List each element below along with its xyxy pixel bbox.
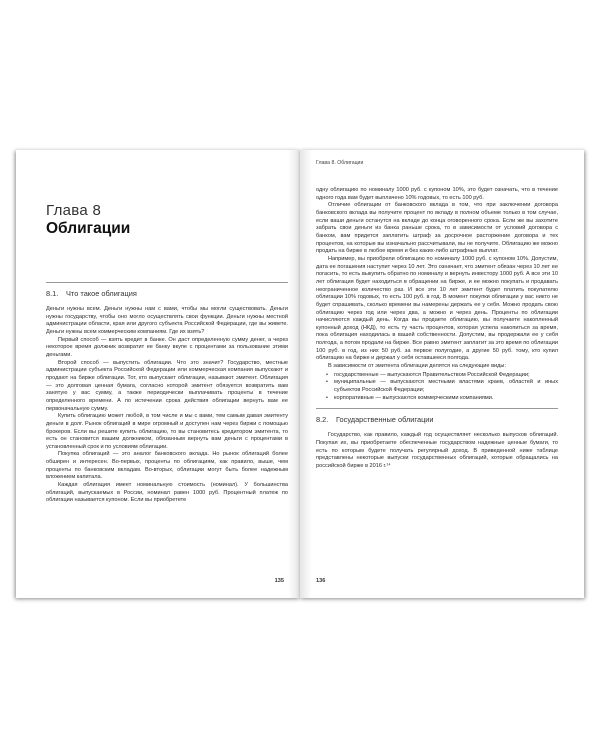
gutter-shadow xyxy=(288,150,300,598)
paragraph: одну облигацию по номиналу 1000 руб. с купоном 10%, это будет означать, что в течение одного года вам будет выплачено 10% годовых, то есть 100 руб. xyxy=(316,187,558,201)
bullet-item: • корпоративные — выпускаются коммерческими компаниями. xyxy=(334,395,558,403)
section-number: 8.1. xyxy=(46,289,59,298)
paragraph: Покупка облигаций — это аналог банковского вклада. Но рынок облигаций более обширен и интересен. Во-первых, проценты по облигациям, как правило, выше, чем проценты по банковским вкладам. Во-вторых, облигации могут быть более надежным вложением капитала. xyxy=(46,451,288,481)
section-heading xyxy=(316,415,558,424)
section-number: 8.2. xyxy=(316,415,329,425)
page-number: 135 xyxy=(274,578,284,584)
right-page xyxy=(300,150,584,598)
paragraph: Деньги нужны всем. Деньги нужны нам с вами, чтобы мы могли существовать. Деньги нужны государству, чтобы оно могло осуществлять свои функции. Деньги нужны местной администрации области, края или другого субъекта Российской Федерации, где вы живете. Деньги нужны всем коммерческим компаниям. Где их взять? xyxy=(46,306,288,335)
section-rule xyxy=(316,408,558,409)
bullet-item: • государственные — выпускаются Правительством Российской Федерации; xyxy=(334,372,558,380)
chapter-number: Глава 8 xyxy=(46,202,102,219)
left-body-text xyxy=(46,306,288,505)
right-body-text xyxy=(316,187,558,371)
chapter-title: Облигации xyxy=(46,220,131,237)
section-heading xyxy=(46,289,288,298)
gutter-shadow xyxy=(300,150,312,598)
paragraph: Государство, как правило, каждый год осуществляет несколько выпусков облигаций. Покупая их, вы приобретаете обеспеченные государством надежные ценные бумаги, то есть по которым будете получать регулярный доход. В приведенной ниже таблице представлены некоторые выпуски государственных облигаций, которые обращались на российской бирже в 2016 г.¹⁴ xyxy=(316,432,558,469)
paragraph: В зависимости от эмитента облигации делятся на следующие виды: xyxy=(328,363,506,370)
section-title: Что такое облигация xyxy=(66,289,137,298)
paragraph: Отличие облигации от банковского вклада в том, что при заключении договора банковского вклада вы получите процент по вкладу в полном объеме только в том случае, если ваши деньги останутся на вкладе до конца оговоренного срока. Если же вы захотите забрать свои деньги из банка раньше срока, то в зависимости от условий договора с банком, вам придется заплатить штраф за досрочное расторжение договора и тех процентов, на которые вы изначально рассчитывали, вы не получите. Облигацию же можно продать на бирже в любое время и без каких-либо штрафных выплат. xyxy=(316,202,558,255)
paragraph: Первый способ — взять кредит в банке. Он даст определенную сумму денег, а через некоторое время должник возвратит ее банку вкупе с процентами за пользование этими деньгами. xyxy=(46,336,288,358)
right-body-text-bottom xyxy=(316,432,558,470)
book-spread xyxy=(16,150,584,598)
paragraph: Каждая облигация имеет номинальную стоимость (номинал). У большинства облигаций, выпускаемых в России, номинал равен 1000 руб. Процентный платеж по облигации называется купоном. Если вы приобретете xyxy=(46,482,288,504)
bullet-list xyxy=(316,372,558,403)
page-number: 136 xyxy=(316,578,326,584)
paragraph: Например, вы приобрели облигацию по номиналу 1000 руб. с купоном 10%. Допустим, дата ее погашения наступит через 10 лет. Это означает, что эмитент обязан через 10 лет ее погасить, то есть выкупить обратно по номиналу и вернуть инвестору 1000 руб. А все эти 10 лет облигация будет находиться в обращении на бирже, и ее можно покупать и продавать неограниченное количество раз. И все эти 10 лет эмитент будет платить покупателю облигации 10% годовых, то есть 100 руб. в год. В момент покупки облигации у вас никто не будет спрашивать, сколько времени вы намерены держать ее у себя. Можно продать свою облигацию через год или через два, а можно и через день. Проценты по облигации начисляются каждый день. Когда вы продаете облигацию, вы получаете накопленный купонный доход (НКД), то есть ту часть процентов, которая успела накопиться за время, пока облигация находилась в вашей собственности. Допустим, вы продержали ее у себя полгода, а потом продали на бирже. Все равно эмитент заплатит за это время по облигации 100 руб. в год, из них 50 руб. за первое полугодие, а другие 50 руб. тому, кто купил облигацию на бирже и держал у себя оставшееся полгода. xyxy=(316,255,558,362)
running-head: Глава 8. Облигации xyxy=(316,160,364,166)
bullet-item: • муниципальные — выпускаются местными властями краев, областей и иных субъектов Российской Федерации; xyxy=(334,379,558,394)
section-rule xyxy=(46,282,288,283)
section-title: Государственные облигации xyxy=(336,415,434,425)
paragraph: Второй способ — выпустить облигации. Что это значит? Государство, местные администрации субъекта Российской Федерации или коммерческая компания выпускают и продают на бирже облигации. Тот, кто выпускает облигации, называют эмитент. Облигация — это долговая ценная бумага, согласно которой эмитент обязуется возвратить вам занятую у вас сумму, а также периодически выплачивать проценты в течение определенного времени. А по истечении срока действия облигации вернуть вам ее первоначальную сумму. xyxy=(46,359,288,412)
left-page xyxy=(16,150,300,598)
paragraph: Купить облигацию может любой, в том числе и мы с вами, тем самым давая эмитенту деньги в долг. Рынок облигаций в мире огромный и доступен нам через биржи с помощью брокеров. Если вы решите купить облигацию, то вы становитесь кредитором эмитента, то есть он становится вашим должником, обязанным вернуть вам деньги с процентами в установленный срок и по условиям облигации. xyxy=(46,413,288,450)
